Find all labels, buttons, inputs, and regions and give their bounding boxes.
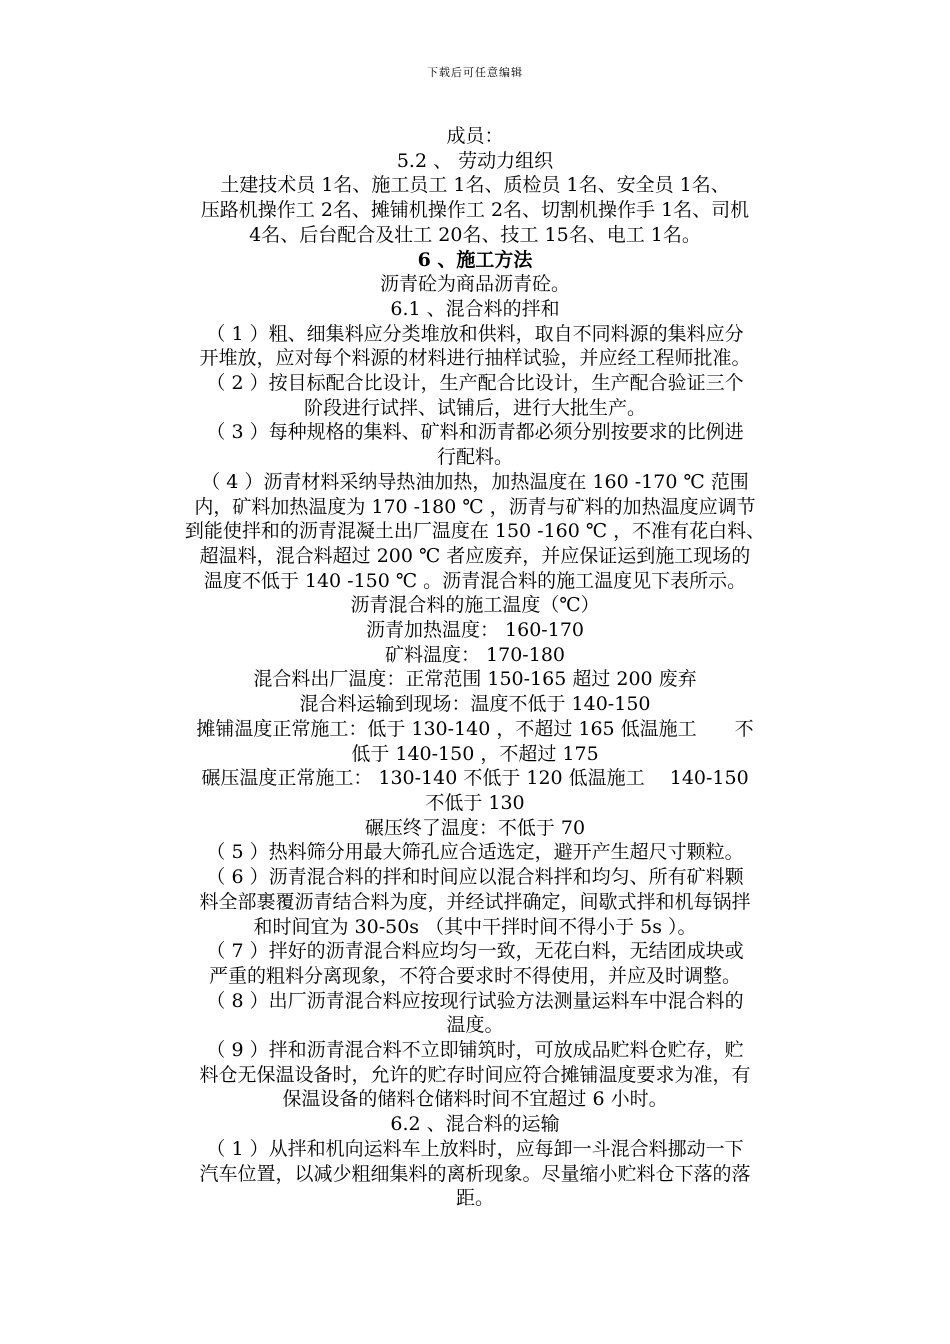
section-heading: 6.1 、混合料的拌和	[390, 297, 560, 320]
text-line: 料仓无保温设备时，允许的贮存时间应符合摊铺温度要求为准，有	[199, 1063, 751, 1086]
text-line: 到能使拌和的沥青混凝土出厂温度在 150 -160 ℃ ，不准有花白料、	[184, 520, 766, 543]
text-line: 温度。	[446, 1014, 504, 1037]
text-line: （ 3 ）每种规格的集料、矿料和沥青都必须分别按要求的比例进	[206, 421, 744, 444]
text-line: 沥青砼为商品沥青砼。	[379, 273, 570, 296]
temperature-line: 混合料出厂温度：正常范围 150-165 超过 200 废弃	[253, 668, 697, 691]
temperature-line: 不低于 130	[425, 791, 525, 814]
table-title: 沥青混合料的施工温度（℃）	[350, 594, 600, 617]
text-line: 距。	[455, 1187, 494, 1210]
section-heading: 6 、施工方法	[417, 248, 533, 271]
text-line: （ 2 ）按目标配合比设计，生产配合比设计，生产配合验证三个	[206, 372, 744, 395]
text-line: （ 1 ）粗、细集料应分类堆放和供料，取自不同料源的集料应分	[206, 322, 744, 345]
text-line: 行配料。	[436, 446, 513, 469]
text-line: 严重的粗料分离现象，不符合要求时不得使用，并应及时调整。	[208, 964, 741, 987]
text-line: （ 4 ）沥青材料采纳导热油加热，加热温度在 160 -170 ℃ 范围	[201, 470, 749, 493]
temperature-line: 碾压温度正常施工： 130-140 不低于 120 低温施工 140-150	[201, 767, 749, 790]
text-line: 土建技术员 1名、施工员工 1名、质检员 1名、安全员 1名、	[220, 174, 730, 197]
text-line: 和时间宜为 30-50s （其中干拌时间不得小于 5s ）。	[253, 915, 697, 938]
text-line: （ 9 ）拌和沥青混合料不立即铺筑时，可放成品贮料仓贮存，贮	[206, 1039, 744, 1062]
text-line: 内，矿料加热温度为 170 -180 ℃ ，沥青与矿料的加热温度应调节	[194, 495, 756, 518]
text-line: （ 1 ）从拌和机向运料车上放料时，应每卸一斗混合料挪动一下	[206, 1137, 744, 1160]
text-line: （ 5 ）热料筛分用最大筛孔应合适选定，避开产生超尺寸颗粒。	[206, 841, 744, 864]
text-line: 成员：	[446, 125, 504, 147]
temperature-line: 低于 140-150 ，不超过 175	[351, 742, 599, 765]
text-line: 压路机操作工 2名、摊铺机操作工 2名、切割机操作手 1名、司机	[200, 199, 750, 222]
text-line: 温度不低于 140 -150 ℃ 。沥青混合料的施工温度见下表所示。	[203, 569, 747, 592]
text-line: 汽车位置，以减少粗细集料的离析现象。尽量缩小贮料仓下落的落	[199, 1162, 751, 1185]
temperature-line: 矿料温度： 170-180	[385, 643, 565, 666]
section-heading: 6.2 、混合料的运输	[390, 1113, 560, 1136]
text-line: （ 8 ）出厂沥青混合料应按现行试验方法测量运料车中混合料的	[206, 989, 744, 1012]
text-line: 超温料，混合料超过 200 ℃ 者应废弃，并应保证运到施工现场的	[199, 544, 751, 567]
text-line: 开堆放，应对每个料源的材料进行抽样试验，并应经工程师批准。	[199, 347, 751, 370]
document-body	[140, 124, 810, 1211]
temperature-line: 沥青加热温度： 160-170	[366, 619, 584, 642]
text-line: 阶段进行试拌、试铺后，进行大批生产。	[303, 396, 646, 419]
text-line: （ 7 ）拌好的沥青混合料应均匀一致，无花白料，无结团成块或	[206, 940, 744, 963]
temperature-line: 混合料运输到现场：温度不低于 140-150	[299, 693, 651, 716]
header-note: 下载后可任意编辑	[427, 66, 523, 79]
section-heading: 5.2 、 劳动力组织	[396, 149, 554, 172]
text-line: 4名、后台配合及壮工 20名、技工 15名、电工 1名。	[249, 223, 701, 246]
temperature-line: 碾压终了温度：不低于 70	[364, 816, 586, 839]
text-line: 保温设备的储料仓储料时间不宜超过 6 小时。	[282, 1088, 668, 1111]
text-line: 料全部裹覆沥青结合料为度，并经试拌确定，间歇式拌和机每锅拌	[199, 890, 751, 913]
text-line: （ 6 ）沥青混合料的拌和时间应以混合料拌和均匀、所有矿料颗	[206, 866, 744, 889]
temperature-line: 摊铺温度正常施工：低于 130-140 ，不超过 165 低温施工 不	[196, 717, 754, 740]
